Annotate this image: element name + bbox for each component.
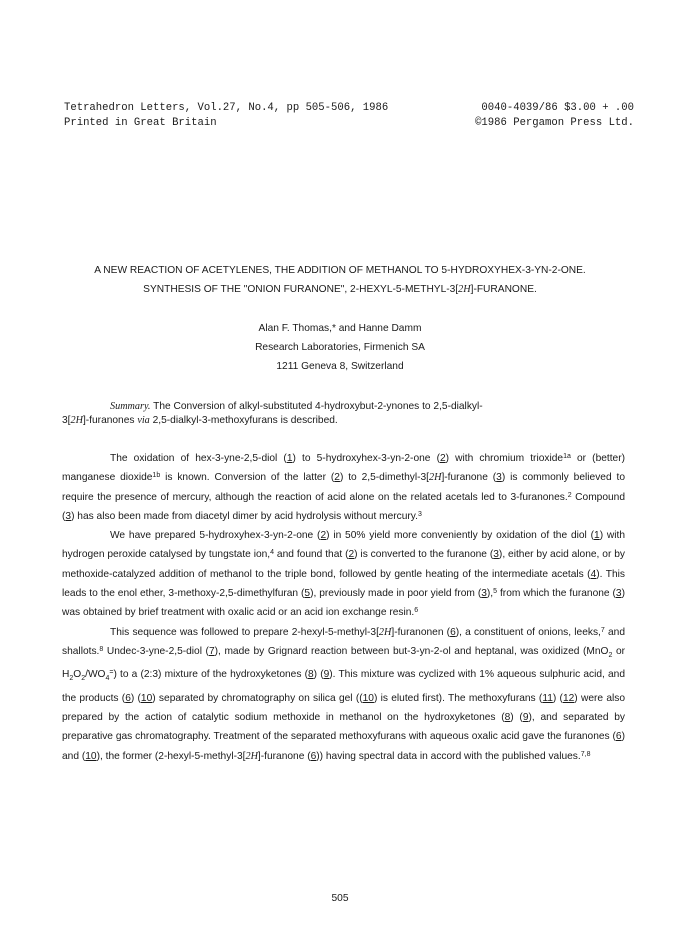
journal-citation: Tetrahedron Letters, Vol.27, No.4, pp 505-506, 1986 bbox=[64, 102, 389, 114]
paragraph-2: We have prepared 5-hydroxyhex-3-yn-2-one (2) in 50% yield more conveniently by oxidation of the diol (1) with hydrogen peroxide catalysed by tungstate ion,$^4$ and found that (2) is converted to the furanone (3), either by acid alone, or by methoxide-catalyzed addition of methanol to the triple bond, followed by gentle heating of the intermediate acetals (4). This leads to the enol ether, 3-methoxy-2,5-dimethylfuran (5), previously made in poor yield from (3),$^5$ from which the furanone (3) was obtained by brief treatment with oxalic acid or an acid ion exchange resin.$^6$ bbox=[62, 530, 626, 619]
summary: Summary. The Conversion of alkyl-substituted 4-hydroxybut-2-ynones to 2,5-dialkyl- bbox=[110, 401, 483, 412]
printed-in: Printed in Great Britain bbox=[64, 117, 217, 129]
affiliation-line-1: Research Laboratories, Firmenich SA bbox=[255, 342, 425, 353]
summary-label: Summary. bbox=[110, 401, 151, 412]
paragraph-3: This sequence was followed to prepare 2-hexyl-5-methyl-3[2H]-furanonen (6), a constituent of onions, leeks,$^7$ and shallots.$^8$ Undec-3-yne-2,5-diol (7), made by Grignard reaction between but-3-yn-2-ol and heptanal, was oxidized (MnO$_2$ or $H_2O_2/WO_4^=$) to a (2:3) mixture of the hydroxyketones (8) (9). This mixture was cyclized with 1% aqueous sulphuric acid, and the products (6) (10) separated by chromatography on silica gel ((10) is eluted first). The methoxyfurans (11) (12) were also prepared by the action of catalytic sodium methoxide in methanol on the hydroxyketones (8) (9), and separated by preparative gas chromatography. Treatment of the separated methoxyfurans with aqueous oxalic acid gave the furanones (6) and (10), the former (2-hexyl-5-methyl-3[2H]-furanone (6)) having spectral data in accord with the published values.$^{7,8}$ bbox=[62, 626, 626, 762]
affiliation-line-2: 1211 Geneva 8, Switzerland bbox=[276, 361, 404, 372]
paragraph-1: The oxidation of hex-3-yne-2,5-diol (1) to 5-hydroxyhex-3-yn-2-one (2) with chromium trioxide$^{1a}$ or (better) manganese dioxide$^{1b}$ is known. Conversion of the latter (2) to 2,5-dimethyl-3[2H]-furanone (3) is commonly believed to require the presence of mercury, although the reaction of acid alone on the related acetals led to 3-furanones.$^2$ Compound (3) has also been made from diacetyl dimer by acid hydrolysis without mercury.$^3$ bbox=[62, 453, 626, 522]
body-text bbox=[62, 449, 625, 766]
page-number: 505 bbox=[331, 893, 349, 904]
issn-price: 0040-4039/86 $3.00 + .00 bbox=[481, 102, 634, 114]
copyright: ©1986 Pergamon Press Ltd. bbox=[475, 117, 634, 129]
title-line-2: SYNTHESIS OF THE "ONION FURANONE", 2-HEXYL-5-METHYL-3[2H]-FURANONE. bbox=[143, 284, 537, 295]
authors: Alan F. Thomas,* and Hanne Damm bbox=[258, 323, 422, 334]
header-line-2 bbox=[64, 117, 634, 129]
title-line-1: A NEW REACTION OF ACETYLENES, THE ADDITION OF METHANOL TO 5-HYDROXYHEX-3-YN-2-ONE. bbox=[94, 265, 586, 276]
header-line-1 bbox=[64, 102, 634, 114]
summary-line-2: 3[2H]-furanones via 2,5-dialkyl-3-methoxyfurans is described. bbox=[62, 415, 338, 426]
